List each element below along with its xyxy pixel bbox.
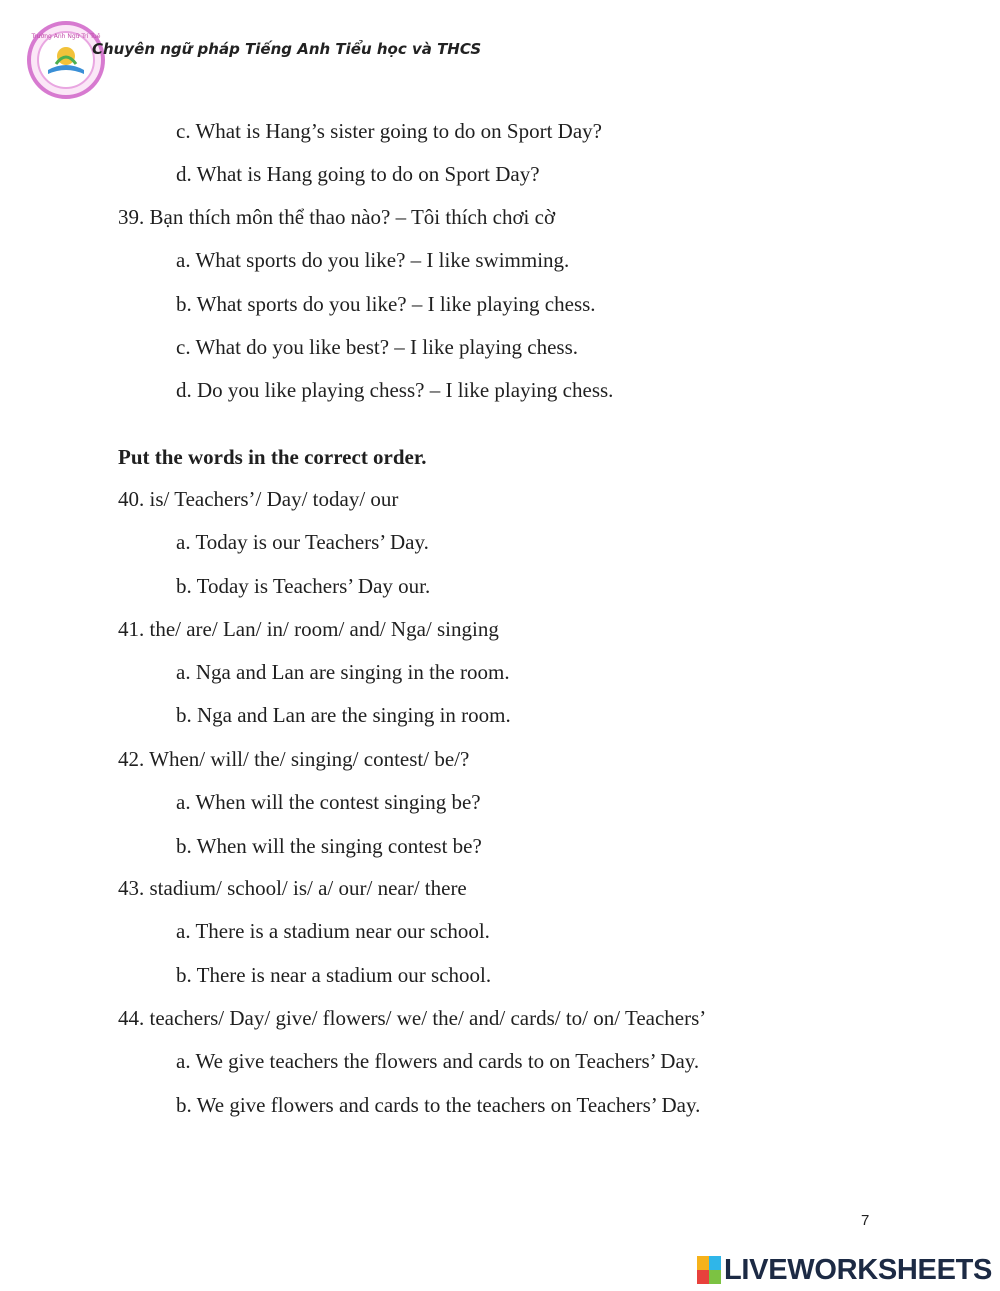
question-40: 40. is/ Teachers’/ Day/ today/ our bbox=[118, 487, 399, 511]
brand-text: LIVEWORKSHEETS bbox=[724, 1253, 993, 1286]
question-41: 41. the/ are/ Lan/ in/ room/ and/ Nga/ singing bbox=[118, 617, 499, 641]
option-39a: a. What sports do you like? – I like swimming. bbox=[176, 248, 570, 272]
option-38d: d. What is Hang going to do on Sport Day? bbox=[176, 162, 540, 186]
liveworksheets-logo-icon bbox=[697, 1256, 721, 1284]
document-title: Chuyên ngữ pháp Tiếng Anh Tiểu học và THCS bbox=[92, 40, 482, 58]
option-39c: c. What do you like best? – I like playing chess. bbox=[176, 335, 579, 359]
option-44a: a. We give teachers the flowers and cards to on Teachers’ Day. bbox=[176, 1049, 700, 1073]
option-39b: b. What sports do you like? – I like playing chess. bbox=[176, 292, 596, 316]
option-44b: b. We give flowers and cards to the teachers on Teachers’ Day. bbox=[176, 1093, 701, 1117]
option-39d: d. Do you like playing chess? – I like playing chess. bbox=[176, 378, 614, 402]
option-40a: a. Today is our Teachers’ Day. bbox=[176, 530, 429, 554]
page-header bbox=[26, 20, 106, 100]
question-44: 44. teachers/ Day/ give/ flowers/ we/ the/ and/ cards/ to/ on/ Teachers’ bbox=[118, 1006, 707, 1030]
liveworksheets-brand[interactable] bbox=[697, 1254, 992, 1286]
option-38c: c. What is Hang’s sister going to do on Sport Day? bbox=[176, 119, 602, 143]
option-41b: b. Nga and Lan are the singing in room. bbox=[176, 703, 511, 727]
school-logo-icon bbox=[26, 20, 106, 100]
question-39: 39. Bạn thích môn thể thao nào? – Tôi thích chơi cờ bbox=[118, 205, 556, 229]
option-42a: a. When will the contest singing be? bbox=[176, 790, 481, 814]
question-43: 43. stadium/ school/ is/ a/ our/ near/ there bbox=[118, 876, 467, 900]
page-number: 7 bbox=[861, 1212, 870, 1229]
option-41a: a. Nga and Lan are singing in the room. bbox=[176, 660, 510, 684]
section-heading: Put the words in the correct order. bbox=[118, 445, 427, 469]
option-43a: a. There is a stadium near our school. bbox=[176, 919, 490, 943]
option-43b: b. There is near a stadium our school. bbox=[176, 963, 492, 987]
option-40b: b. Today is Teachers’ Day our. bbox=[176, 574, 431, 598]
question-42: 42. When/ will/ the/ singing/ contest/ be/? bbox=[118, 747, 470, 771]
logo-ring-text: Trường Anh Ngữ Trí Tuệ bbox=[31, 33, 101, 40]
option-42b: b. When will the singing contest be? bbox=[176, 834, 482, 858]
